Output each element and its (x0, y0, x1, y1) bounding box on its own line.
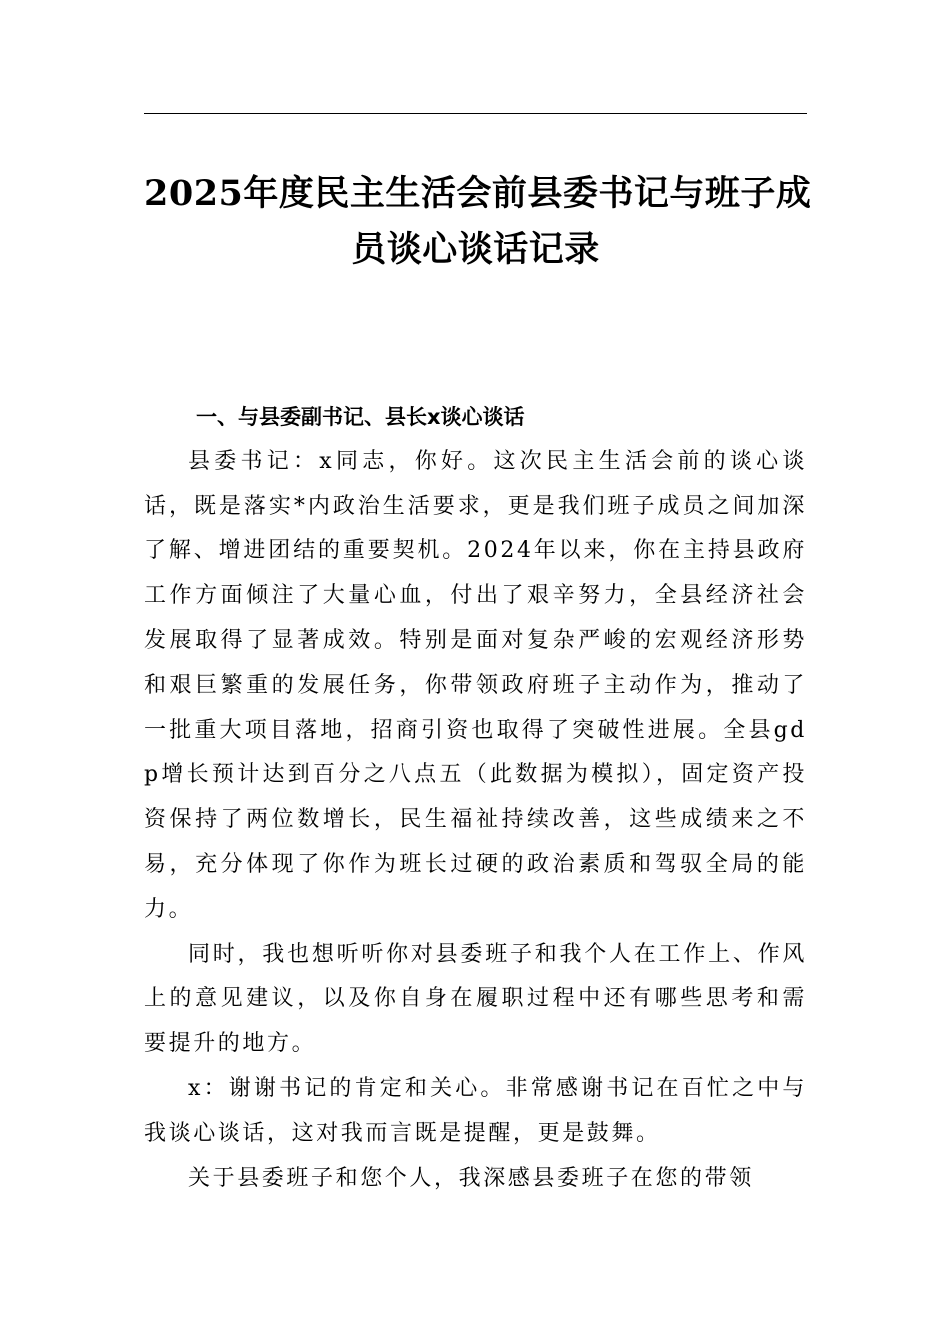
title-line-1: 2025年度民主生活会前县委书记与班子成 (144, 173, 812, 214)
document-body (144, 395, 807, 1201)
paragraph-2: 同时，我也想听听你对县委班子和我个人在工作上、作风上的意见建议，以及你自身在履职过程中还有哪些思考和需要提升的地方。 (144, 941, 807, 1057)
paragraph-3: x：谢谢书记的肯定和关心。非常感谢书记在百忙之中与我谈心谈话，这对我而言既是提醒，更是鼓舞。 (144, 1075, 807, 1146)
document-title (144, 166, 812, 278)
paragraph-4: 关于县委班子和您个人，我深感县委班子在您的带领 (188, 1165, 754, 1191)
title-line-2: 员谈心谈话记录 (351, 229, 600, 270)
paragraph-1: 县委书记：x同志，你好。这次民主生活会前的谈心谈话，既是落实*内政治生活要求，更是我们班子成员之间加深了解、增进团结的重要契机。2024年以来，你在主持县政府工作方面倾注了大量心血，付出了艰辛努力，全县经济社会发展取得了显著成效。特别是面对复杂严峻的宏观经济形势和艰巨繁重的发展任务，你带领政府班子主动作为，推动了一批重大项目落地，招商引资也取得了突破性进展。全县gdp增长预计达到百分之八点五（此数据为模拟），固定资产投资保持了两位数增长，民生福祉持续改善，这些成绩来之不易，充分体现了你作为班长过硬的政治素质和驾驭全局的能力。 (144, 448, 807, 922)
section-heading: 一、与县委副书记、县长x谈心谈话 (196, 405, 525, 429)
header-rule (144, 113, 807, 114)
